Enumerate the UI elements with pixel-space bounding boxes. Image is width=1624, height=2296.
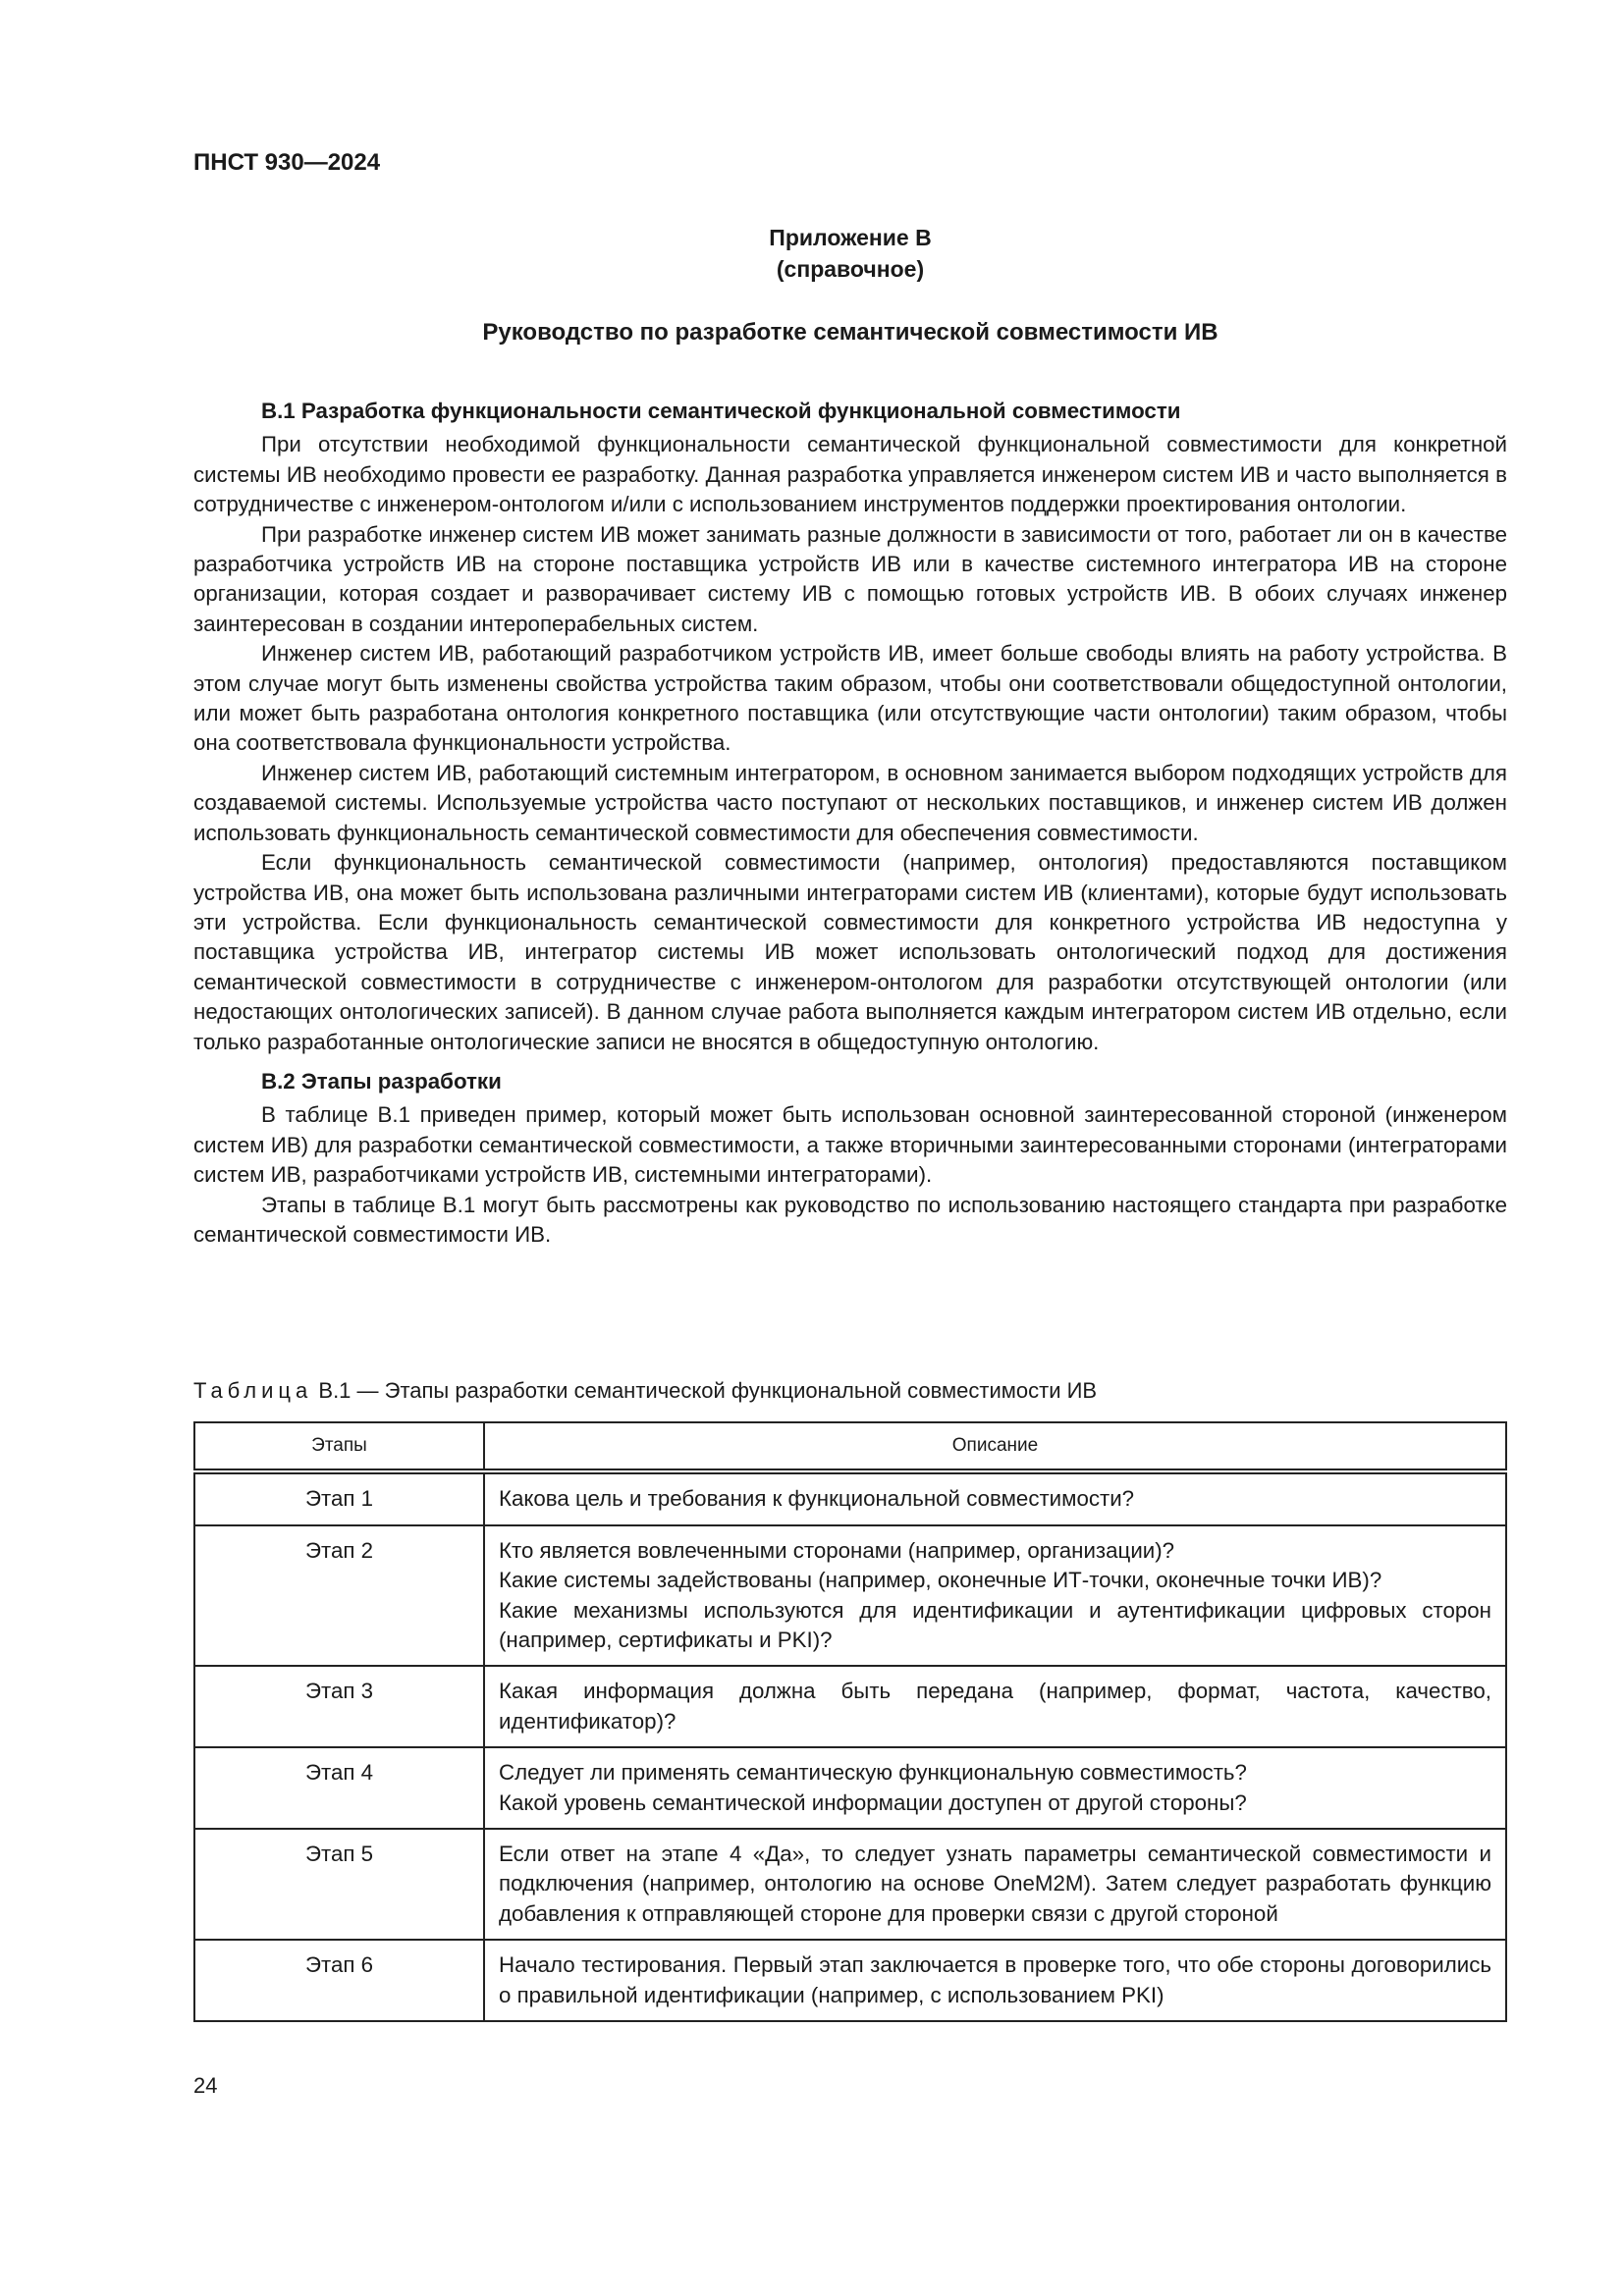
- stage-cell: Этап 2: [194, 1525, 484, 1667]
- column-header-description: Описание: [484, 1422, 1506, 1471]
- description-cell: [484, 1747, 1506, 1829]
- description-cell: [484, 1525, 1506, 1667]
- paragraph: При отсутствии необходимой функциональности семантической функциональной совместимости для конкретной системы ИВ необходимо провести ее разработку. Данная разработка управляется инженером систем ИВ и часто выполняется в сотрудничестве с инженером-онтологом и/или с использованием инструментов поддержки проектирования онтологии.: [193, 432, 1507, 517]
- table-header-row: [194, 1422, 1506, 1471]
- document-id: ПНСТ 930—2024: [193, 149, 381, 176]
- description-line: Кто является вовлеченными сторонами (например, организации)?: [499, 1537, 1175, 1563]
- description-line: Если ответ на этапе 4 «Да», то следует узнать параметры семантической совместимости и подключения (например, онтологию на основе OneM2M). Затем следует разработать функцию добавления к отправляющей стороне для проверки связи с другой стороной: [499, 1842, 1491, 1926]
- paragraph: Этапы в таблице В.1 могут быть рассмотрены как руководство по использованию настоящего стандарта при разработке семантической совместимости ИВ.: [193, 1192, 1507, 1247]
- table-row: [194, 1666, 1506, 1747]
- description-cell: [484, 1940, 1506, 2021]
- stage-cell: Этап 4: [194, 1747, 484, 1829]
- section-heading: В.2 Этапы разработки: [261, 1068, 502, 1094]
- description-cell: [484, 1829, 1506, 1940]
- description-cell: [484, 1666, 1506, 1747]
- paragraph: При разработке инженер систем ИВ может занимать разные должности в зависимости от того, работает ли он в качестве разработчика устройств ИВ на стороне поставщика устройств ИВ или в качестве системного интегратора ИВ на стороне организации, которая создает и разворачивает систему ИВ с помощью готовых устройств ИВ. В обоих случаях инженер заинтересован в создании интероперабельных систем.: [193, 521, 1507, 636]
- appendix-subtitle: (справочное): [776, 256, 925, 282]
- table-row: [194, 1940, 1506, 2021]
- table-row: [194, 1471, 1506, 1524]
- table-row: [194, 1829, 1506, 1940]
- description-line: Какой уровень семантической информации доступен от другой стороны?: [499, 1789, 1247, 1815]
- appendix-heading: Руководство по разработке семантической совместимости ИВ: [482, 319, 1218, 346]
- paragraph: Инженер систем ИВ, работающий системным интегратором, в основном занимается выбором подходящих устройств для создаваемой системы. Используемые устройства часто поступают от нескольких поставщиков, и инженер систем ИВ должен использовать функциональность семантической совместимости для обеспечения совместимости.: [193, 760, 1507, 845]
- description-line: Какая информация должна быть передана (например, формат, частота, качество, идентификатор)?: [499, 1679, 1491, 1734]
- page-number: 24: [193, 2073, 218, 2098]
- table-row: [194, 1747, 1506, 1829]
- stage-cell: Этап 5: [194, 1829, 484, 1940]
- section-heading: В.1 Разработка функциональности семантической функциональной совместимости: [261, 399, 1181, 423]
- description-line: Какова цель и требования к функциональной совместимости?: [499, 1486, 1135, 1512]
- table-caption-label: Таблица: [193, 1378, 313, 1403]
- description-cell: [484, 1471, 1506, 1524]
- description-line: Какие механизмы используются для идентификации и аутентификации цифровых сторон (например, сертификаты и PKI)?: [499, 1597, 1491, 1653]
- stage-cell: Этап 1: [194, 1471, 484, 1524]
- table-row: [194, 1525, 1506, 1667]
- paragraph: Инженер систем ИВ, работающий разработчиком устройств ИВ, имеет больше свободы влиять на работу устройства. В этом случае могут быть изменены свойства устройства таким образом, чтобы они соответствовали общедоступной онтологии, или может быть разработана онтология конкретного поставщика (или отсутствующие части онтологии) таким образом, чтобы она соответствовала функциональности устройства.: [193, 641, 1507, 756]
- description-line: Начало тестирования. Первый этап заключается в проверке того, что обе стороны договорились о правильной идентификации (например, с использованием PKI): [499, 1952, 1491, 2007]
- description-line: Какие системы задействованы (например, оконечные ИТ-точки, оконечные точки ИВ)?: [499, 1568, 1382, 1593]
- paragraph: Если функциональность семантической совместимости (например, онтология) предоставляются поставщиком устройства ИВ, она может быть использована различными интеграторами систем ИВ (клиентами), которые будут использовать эти устройства. Если функциональность семантической совместимости для конкретного устройства ИВ недоступна у поставщика устройства ИВ, интегратор системы ИВ может использовать онтологический подход для достижения семантической совместимости в сотрудничестве с инженером-онтологом для разработки отсутствующей онтологии (или недостающих онтологических записей). В данном случае работа выполняется каждым интегратором систем ИВ отдельно, если только разработанные онтологические записи не вносятся в общедоступную онтологию.: [193, 850, 1507, 1054]
- stage-cell: Этап 6: [194, 1940, 484, 2021]
- column-header-stages: Этапы: [194, 1422, 484, 1471]
- stage-cell: Этап 3: [194, 1666, 484, 1747]
- table-caption: [193, 1378, 1097, 1404]
- paragraph: В таблице В.1 приведен пример, который может быть использован основной заинтересованной стороной (инженером систем ИВ) для разработки семантической совместимости, а также вторичными заинтересованными сторонами (интеграторами систем ИВ, разработчиками устройств ИВ, системными интеграторами).: [193, 1102, 1507, 1188]
- stages-table: [193, 1421, 1507, 2022]
- description-line: Следует ли применять семантическую функциональную совместимость?: [499, 1760, 1247, 1786]
- table-caption-text: В.1 — Этапы разработки семантической функциональной совместимости ИВ: [318, 1378, 1098, 1403]
- body-text: [193, 397, 1507, 1250]
- appendix-title: Приложение В: [769, 225, 932, 250]
